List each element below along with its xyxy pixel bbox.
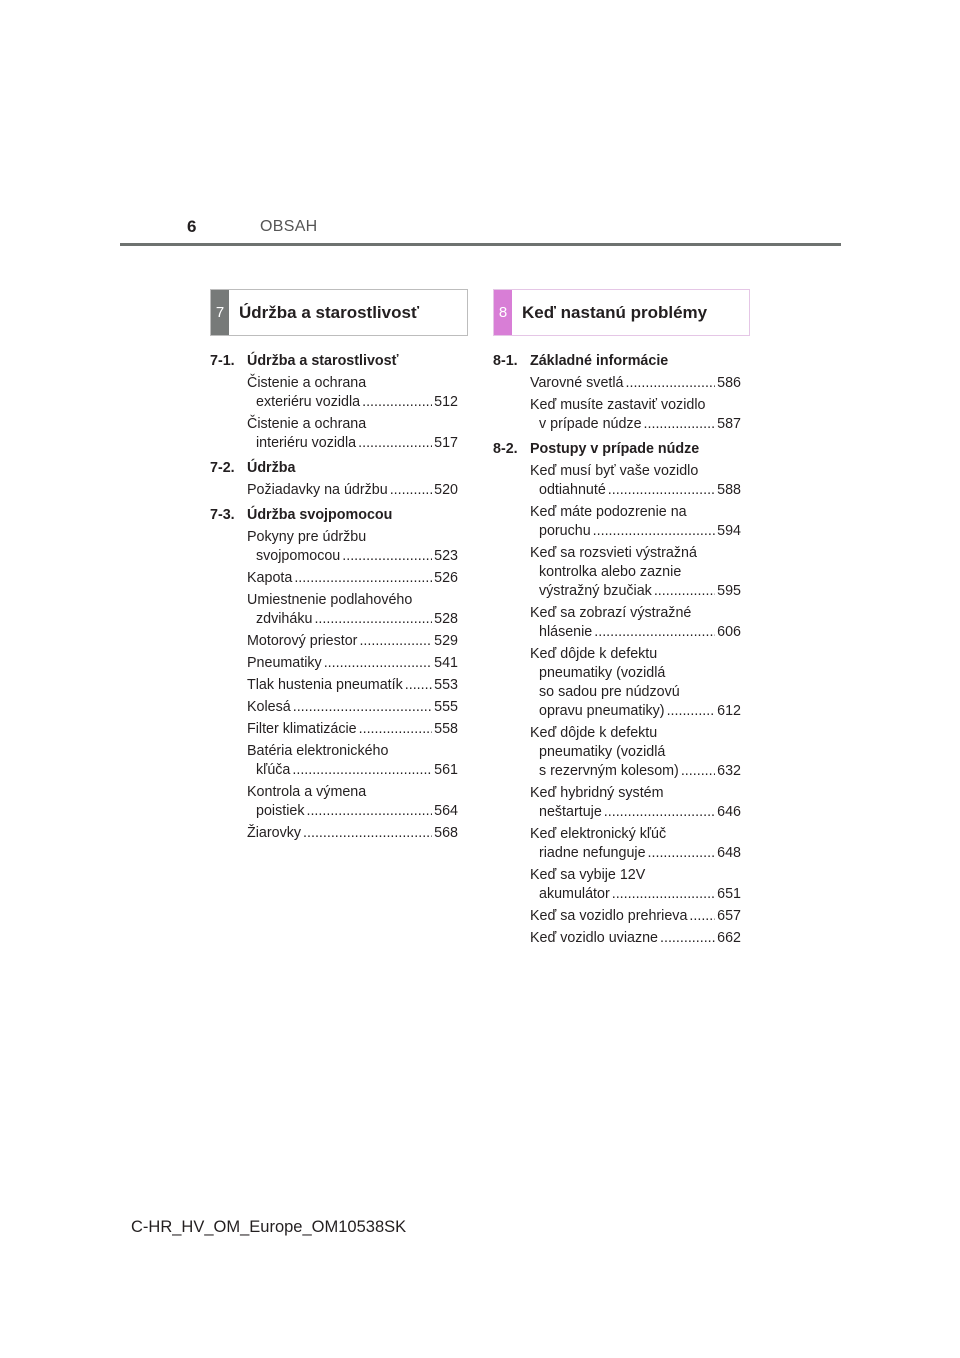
dot-leader <box>612 885 715 904</box>
toc-entry[interactable] <box>247 591 458 629</box>
dot-leader <box>648 844 716 863</box>
chapter-title: Keď nastanú problémy <box>522 302 708 322</box>
entry-text: so sadou pre núdzovú <box>539 684 680 700</box>
entry-text: Keď sa vybije 12V <box>530 867 646 883</box>
entry-text: poistiek <box>256 803 305 819</box>
section-number: 7-2. <box>210 460 235 476</box>
dot-leader <box>660 929 715 948</box>
dot-leader <box>608 481 715 500</box>
page-reference: 662 <box>717 930 741 946</box>
page-reference: 558 <box>434 721 458 737</box>
entry-text: Keď musí byť vaše vozidlo <box>530 463 699 479</box>
dot-leader <box>314 610 432 629</box>
page-number: 6 <box>187 217 197 236</box>
dot-leader <box>293 698 432 717</box>
section-number: 7-3. <box>210 507 235 523</box>
entry-text: Čistenie a ochrana <box>247 375 367 391</box>
page-reference: 657 <box>717 908 741 924</box>
dot-leader <box>324 654 432 673</box>
section-number: 8-2. <box>493 441 518 457</box>
page-reference: 528 <box>434 611 458 627</box>
entry-text: Čistenie a ochrana <box>247 416 367 432</box>
entry-text: v prípade núdze <box>539 416 642 432</box>
entry-text: Keď máte podozrenie na <box>530 504 687 520</box>
dot-leader <box>303 824 432 843</box>
section-heading[interactable] <box>210 506 458 525</box>
entry-text: Kolesá <box>247 699 291 715</box>
entry-text: Pneumatiky <box>247 655 322 671</box>
page-reference: 555 <box>434 699 458 715</box>
entry-text: interiéru vozidla <box>256 435 357 451</box>
page-reference: 646 <box>717 804 741 820</box>
entry-text: Keď vozidlo uviazne <box>530 930 659 946</box>
dot-leader <box>604 803 715 822</box>
toc-entry[interactable] <box>530 503 741 541</box>
page-reference: 523 <box>434 548 458 564</box>
entry-text: akumulátor <box>539 886 610 902</box>
dot-leader <box>405 676 432 695</box>
entry-text: výstražný bzučiak <box>539 583 652 599</box>
entry-text: Motorový priestor <box>247 633 358 649</box>
page-reference: 586 <box>717 375 741 391</box>
entry-text: svojpomocou <box>256 548 341 564</box>
dot-leader <box>358 434 432 453</box>
toc-entry[interactable] <box>247 415 458 453</box>
document-code: C-HR_HV_OM_Europe_OM10538SK <box>131 1218 407 1236</box>
dot-leader <box>342 547 432 566</box>
section-number: 7-1. <box>210 353 235 369</box>
section-title: Postupy v prípade núdze <box>530 441 700 457</box>
dot-leader <box>359 720 433 739</box>
toc-entry[interactable] <box>530 544 741 601</box>
entry-text: Umiestnenie podlahového <box>247 592 413 608</box>
page-reference: 612 <box>717 703 741 719</box>
page-reference: 606 <box>717 624 741 640</box>
entry-text: Filter klimatizácie <box>247 721 357 737</box>
entry-text: kľúča <box>256 762 291 778</box>
page-reference: 587 <box>717 416 741 432</box>
toc-entry[interactable] <box>530 907 741 926</box>
dot-leader <box>681 762 715 781</box>
dot-leader <box>667 702 716 721</box>
page-reference: 512 <box>434 394 458 410</box>
entry-text: s rezervným kolesom) <box>539 763 679 779</box>
entry-text: Keď sa rozsvieti výstražná <box>530 545 697 561</box>
section-gap <box>493 951 741 954</box>
dot-leader <box>362 393 432 412</box>
entry-text: poruchu <box>539 523 591 539</box>
toc-entry[interactable] <box>530 462 741 500</box>
page-reference: 594 <box>717 523 741 539</box>
toc-entry[interactable] <box>530 604 741 642</box>
page-reference: 561 <box>434 762 458 778</box>
chapter-number: 7 <box>211 290 229 335</box>
toc-entry[interactable] <box>247 481 458 500</box>
page-reference: 632 <box>717 763 741 779</box>
toc-entry[interactable] <box>530 866 741 904</box>
entry-text: Požiadavky na údržbu <box>247 482 388 498</box>
toc-entry[interactable] <box>247 654 458 673</box>
toc-entry[interactable] <box>247 374 458 412</box>
dot-leader <box>359 632 432 651</box>
entry-text: odtiahnuté <box>539 482 606 498</box>
entry-text: Tlak hustenia pneumatík <box>247 677 403 693</box>
entry-text: exteriéru vozidla <box>256 394 361 410</box>
entry-text: Keď hybridný systém <box>530 785 664 801</box>
entry-text: Kapota <box>247 570 293 586</box>
toc-entry[interactable] <box>530 645 741 721</box>
toc-entry[interactable] <box>247 698 458 717</box>
page-reference: 553 <box>434 677 458 693</box>
toc-entry[interactable] <box>247 783 458 821</box>
dot-leader <box>654 582 715 601</box>
entry-text: Keď dôjde k defektu <box>530 725 658 741</box>
chapter-tab-7[interactable] <box>210 289 468 336</box>
entry-text: Žiarovky <box>247 825 302 841</box>
entry-text: pneumatiky (vozidlá <box>539 665 666 681</box>
toc-entry[interactable] <box>247 569 458 588</box>
page-reference: 541 <box>434 655 458 671</box>
entry-text: hlásenie <box>539 624 593 640</box>
dot-leader <box>644 415 716 434</box>
page-reference: 595 <box>717 583 741 599</box>
page-reference: 651 <box>717 886 741 902</box>
dot-leader <box>306 802 432 821</box>
chapter-title: Údržba a starostlivosť <box>239 302 420 322</box>
toc-entry[interactable] <box>530 784 741 822</box>
entry-text: zdviháku <box>256 611 313 627</box>
section-title: Údržba a starostlivosť <box>247 353 399 369</box>
section-gap <box>210 846 458 849</box>
section-heading[interactable] <box>210 352 458 371</box>
page-reference: 564 <box>434 803 458 819</box>
page-reference: 568 <box>434 825 458 841</box>
entry-text: Kontrola a výmena <box>247 784 367 800</box>
page-reference: 588 <box>717 482 741 498</box>
toc-entry[interactable] <box>530 825 741 863</box>
toc-entry[interactable] <box>247 720 458 739</box>
entry-text: Keď musíte zastaviť vozidlo <box>530 397 706 413</box>
entry-text: Batéria elektronického <box>247 743 389 759</box>
entry-text: opravu pneumatiky) <box>539 703 665 719</box>
toc-entry[interactable] <box>247 742 458 780</box>
entry-text: neštartuje <box>539 804 602 820</box>
entry-text: pneumatiky (vozidlá <box>539 744 666 760</box>
dot-leader <box>626 374 716 393</box>
page-reference: 517 <box>434 435 458 451</box>
entry-text: Keď dôjde k defektu <box>530 646 658 662</box>
entry-text: Pokyny pre údržbu <box>247 529 367 545</box>
section-title: Údržba <box>247 460 296 476</box>
toc-entry[interactable] <box>530 724 741 781</box>
header-divider <box>120 243 841 246</box>
toc-entry[interactable] <box>247 632 458 651</box>
page-header <box>0 0 960 250</box>
section-heading[interactable] <box>210 459 458 478</box>
toc-entry[interactable] <box>247 824 458 843</box>
chapter-tab-8[interactable] <box>493 289 750 336</box>
dot-leader <box>689 907 715 926</box>
page-reference: 520 <box>434 482 458 498</box>
page-reference: 526 <box>434 570 458 586</box>
toc-column-right <box>493 352 741 954</box>
entry-text: Varovné svetlá <box>530 375 624 391</box>
toc-entry[interactable] <box>530 374 741 393</box>
entry-text: riadne nefunguje <box>539 845 646 861</box>
page-reference: 529 <box>434 633 458 649</box>
section-heading[interactable] <box>493 352 741 371</box>
toc-entry[interactable] <box>530 396 741 434</box>
chapter-number: 8 <box>494 290 512 335</box>
section-title: OBSAH <box>260 218 318 235</box>
entry-text: Keď sa zobrazí výstražné <box>530 605 692 621</box>
entry-text: Keď elektronický kľúč <box>530 826 667 842</box>
dot-leader <box>292 761 432 780</box>
page-reference: 648 <box>717 845 741 861</box>
dot-leader <box>594 623 715 642</box>
section-title: Údržba svojpomocou <box>247 507 393 523</box>
dot-leader <box>390 481 432 500</box>
toc-entry[interactable] <box>247 528 458 566</box>
dot-leader <box>294 569 432 588</box>
dot-leader <box>593 522 715 541</box>
toc-entry[interactable] <box>530 929 741 948</box>
entry-text: Keď sa vozidlo prehrieva <box>530 908 688 924</box>
entry-text: kontrolka alebo zaznie <box>539 564 682 580</box>
section-title: Základné informácie <box>530 353 669 369</box>
toc-entry[interactable] <box>247 676 458 695</box>
section-heading[interactable] <box>493 440 741 459</box>
toc-column-left <box>210 352 458 849</box>
section-number: 8-1. <box>493 353 518 369</box>
